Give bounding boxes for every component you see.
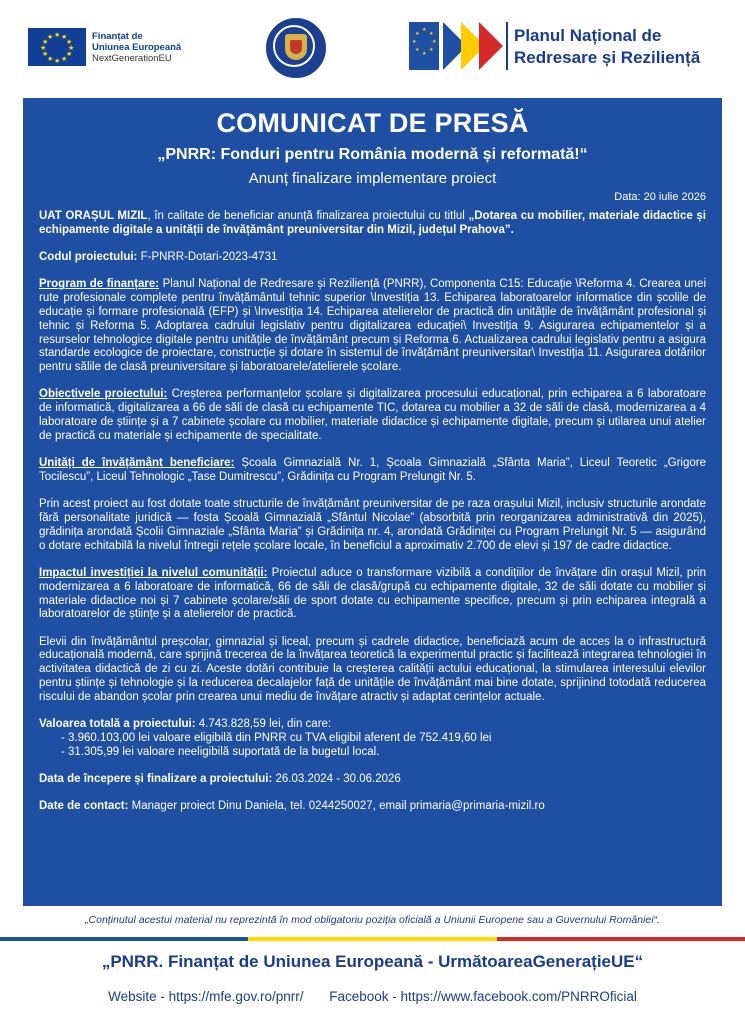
logo-divider [506,22,508,70]
objectives-text: Creșterea performanțelor școlare și digitalizarea procesului educațional, prin echiparea a 6 laboratoare de informatică, digitalizarea a 66 de săli de clasă cu echipamente TIC, dotarea cu mobilier a 32 de săli de clasă, modernizarea a 4 laboratoare de științe și a 7 cabinete școlare cu mobilier, materiale didactice și echipamente digitale, precum și utilarea unui atelier de practică cu materiale și echipamente de specialitate. [39,388,706,442]
funding-program-text: Planul Național de Redresare și Reziliență (PNRR), Componenta C15: Educație \Reforma 4. Crearea unei rute profesionale complete pentru învățământul tehnic superior \Investiția 13. Echiparea laboratoarelor informatice din școlile de educație și formare profesională (EFP) și \Investiția 14. Echiparea atelierelor de practică din unitățile de învățământ profesional și tehnic și Reforma 5. Adoptarea cadrului legislativ pentru digitalizarea educației\ Investiția 9. Asigurarea echipamentelor și a resurselor tehnologice digitale pentru unitățile de învățământ precum și Reforma 6. Actualizarea cadrului legislativ pentru a asigura standarde ecologice de proiectare, construcție și dotare în sistemul de învățământ preuniversitar\ Investiția 11. Asigurarea dotărilor pentru sălile de clasă preuniversitare și laboratoarele/atelierele școlare. [39,278,707,374]
students-paragraph: Elevii din învățământul preșcolar, gimnazial și liceal, precum și cadrele didactice, beneficiază acum de acces la o infrastructură educațională modernă, care sprijină trecerea de la învățarea teoretică la experimentul practic și facilitează integrarea tehnologiei în activitatea didactică de zi cu zi. Aceste dotări contribuie la creșterea calității actului educațional, la stimularea interesului elevilor pentru științe și tehnologie și la reducerea decalajelor față de unitățile de învățământ mai bine dotate, sprijinind totodată reducerea riscului de abandon școlar prin crearea unui mediu de învățare atractiv și adaptat cerințelor actuale. [39,635,706,703]
page-title: COMUNICAT DE PRESĂ [216,108,529,138]
press-release-body [39,210,706,828]
tricolor-stripe [0,937,745,941]
eu-text-line3: NextGenerationEU [92,52,172,64]
press-release-panel [23,98,722,906]
svg-text:★: ★ [412,39,417,45]
eu-text-line2: Uniunea Europeană [92,41,182,53]
project-code-label: Codul proiectului: [39,251,138,264]
community-impact [39,567,706,622]
release-date: Data: 20 iulie 2026 [614,191,706,203]
svg-text:★: ★ [415,31,420,37]
funding-program-label: Program de finanțare: [39,278,160,291]
dates-label: Data de începere și finalizare a proiectului: [39,773,273,785]
announcement-heading: Anunț finalizare implementare proiect [248,170,497,187]
structures-paragraph: Prin acest proiect au fost dotate toate structurile de învățământ preuniversitar de pe raza orașului Mizil, inclusiv structurile arondate fără personalitate juridică — fosta Școală Gimnazială „Sfântul Nicolae” (absorbită prin reorganizarea administrativă din 2025), grădinița arondată Școlii Gimnaziale „Sfânta Maria” și Grădinița nr. 4, arondată Grădiniței cu Program Prelungit Nr. 5 — asigurând o dotare echitabilă la nivelul întregii rețele școlare locale, în beneficiul a aproximativ 2.700 de elevi și 197 de cadre didactice. [39,498,706,552]
svg-text:★: ★ [429,47,434,53]
value-label: Valoarea totală a proiectului: [39,718,196,731]
contact-label: Date de contact: [39,800,129,813]
units-label: Unități de învățământ beneficiare: [39,457,235,470]
eu-text-line1: Finanțat de [92,30,143,42]
contact-value: Manager proiect Dinu Daniela, tel. 0244250027, email primaria@primaria-mizil.ro [128,800,545,813]
pnrr-title-line2: Redresare și Reziliență [514,48,701,67]
funding-program [39,278,706,375]
beneficiary-units [39,457,706,485]
value-item-ineligible: - 31.305,99 lei valoare neeligibilă suportată de la bugetul local. [61,745,380,758]
contact-info [39,800,706,814]
project-code-value: F-PNRR-Dotari-2023-4731 [140,251,278,264]
header [0,0,745,95]
project-value [39,718,706,759]
footer-links [0,989,745,1004]
pnrr-logo-icon [409,22,505,70]
eu-flag-icon: ★ ★ ★ ★ ★ ★ ★ ★ ★ ★ ★ ★ [28,28,86,66]
svg-text:★: ★ [422,27,427,33]
svg-text:★: ★ [432,39,437,45]
project-code [39,251,706,265]
impact-label: Impactul investiției la nivelul comunității: [39,566,268,579]
value-item-eligible: - 3.960.103,00 lei valoare eligibilă din PNRR cu TVA eligibil aferent de 752.419,60 lei [61,731,492,744]
pnrr-title-line1: Planul Național de [514,26,662,45]
project-title: „Dotarea cu mobilier, materiale didactice și echipamente digitale a unității de învățământ preuniversitar din Mizil, județul Prahova”. [39,210,706,236]
svg-text:★: ★ [415,47,420,53]
eu-funding-logo [28,28,181,66]
value-text: 4.743.828,59 lei, din care: [195,718,332,731]
pnrr-title [514,25,700,69]
intro-paragraph [39,210,706,238]
disclaimer-text: „Conținutul acestui material nu reprezintă în mod obligatoriu poziția oficială a Uniunii Europene sau a Guvernului României“. [85,914,660,926]
units-text: Școala Gimnazială Nr. 1, Școala Gimnazială „Sfânta Maria”, Liceul Teoretic „Grigore Tocilescu”, Liceul Tehnologic „Tase Dumitrescu”, Grădinița cu Program Prelungit Nr. 5. [39,457,706,483]
svg-text:★: ★ [429,31,434,37]
romanian-government-seal-icon [266,18,326,78]
intro-text: , în calitate de beneficiar anunță finalizarea proiectului cu titlul [147,210,469,222]
facebook-link[interactable]: Facebook - https://www.facebook.com/PNRROficial [329,989,637,1004]
project-objectives [39,388,706,443]
dates-value: 26.03.2024 - 30.06.2026 [272,773,401,785]
impact-text: Proiectul aduce o transformare vizibilă a condițiilor de învățare din orașul Mizil, prin modernizarea a 6 laboratoare de informatică, 66 de săli de clasă/grupă cu echipamente digitale, 32 de săli dotate cu mobilier și materiale didactice noi și 7 cabinete școlare/săli de sport dotate cu echipamente specifice, precum și prin echiparea integrală a laboratoarelor de științe și a atelierelor de practică. [39,566,706,621]
footer-slogan: „PNRR. Finanțat de Uniunea Europeană - UrmătoareaGenerațieUE“ [101,952,644,971]
beneficiary-name: UAT ORAȘUL MIZIL [39,210,148,222]
page-subtitle: „PNRR: Fonduri pentru România modernă și reformată!“ [157,146,588,163]
svg-text:★: ★ [422,51,427,57]
project-dates [39,773,706,787]
objectives-label: Obiectivele proiectului: [39,388,168,401]
website-link[interactable]: Website - https://mfe.gov.ro/pnrr/ [108,989,304,1004]
